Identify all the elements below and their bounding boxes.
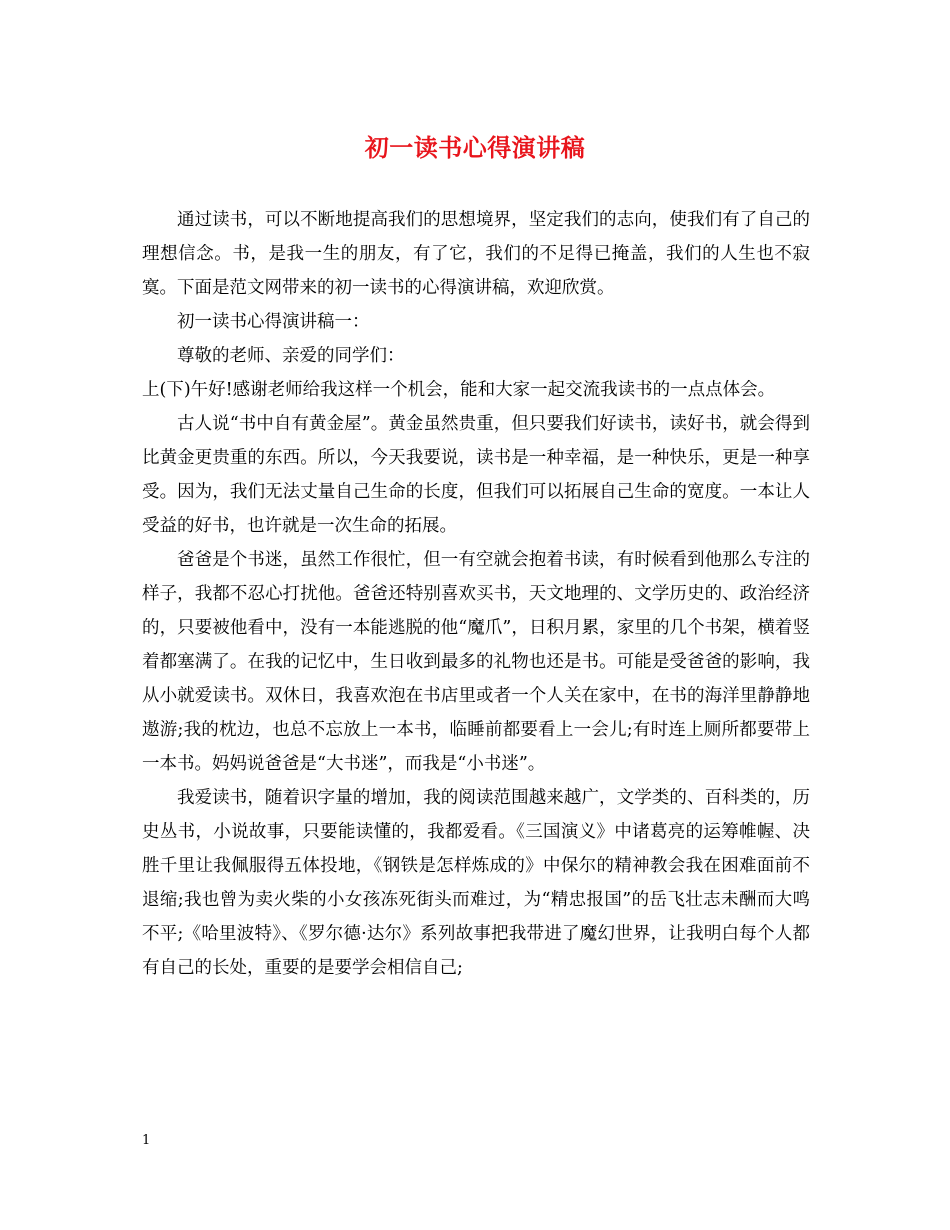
document-body (142, 203, 810, 985)
paragraph-gold-house: 古人说“书中自有黄金屋”。黄金虽然贵重，但只要我们好读书，读好书，就会得到比黄金更贵重的东西。所以，今天我要说，读书是一种幸福，是一种快乐，更是一种享受。因为，我们无法丈量自己生命的长度，但我们可以拓展自己生命的宽度。一本让人受益的好书，也许就是一次生命的拓展。 (142, 414, 810, 536)
paragraph-intro: 通过读书，可以不断地提高我们的思想境界，坚定我们的志向，使我们有了自己的理想信念。书，是我一生的朋友，有了它，我们的不足得已掩盖，我们的人生也不寂寞。下面是范文网带来的初一读书的心得演讲稿，欢迎欣赏。 (142, 210, 810, 298)
document-title: 初一读书心得演讲稿 (364, 133, 586, 162)
paragraph-father-bookworm: 爸爸是个书迷，虽然工作很忙，但一有空就会抱着书读，有时候看到他那么专注的样子，我都不忍心打扰他。爸爸还特别喜欢买书，天文地理的、文学历史的、政治经济的，只要被他看中，没有一本能逃脱的他“魔爪”，日积月累，家里的几个书架，横着竖着都塞满了。在我的记忆中，生日收到最多的礼物也还是书。可能是受爸爸的影响，我从小就爱读书。双休日，我喜欢泡在书店里或者一个人关在家中，在书的海洋里静静地遨游;我的枕边，也总不忘放上一本书，临睡前都要看上一会儿;有时连上厕所都要带上一本书。妈妈说爸爸是“大书迷”，而我是“小书迷”。 (142, 550, 810, 774)
paragraph-section-heading: 初一读书心得演讲稿一： (177, 312, 370, 332)
paragraph-greeting: 上(下)午好!感谢老师给我这样一个机会，能和大家一起交流我读书的一点点体会。 (142, 380, 776, 400)
paragraph-love-reading: 我爱读书，随着识字量的增加，我的阅读范围越来越广，文学类的、百科类的，历史丛书，小说故事，只要能读懂的，我都爱看。《三国演义》中诸葛亮的运筹帷幄、决胜千里让我佩服得五体投地，《钢铁是怎样炼成的》中保尔的精神教会我在困难面前不退缩;我也曾为卖火柴的小女孩冻死街头而难过，为“精忠报国”的岳飞壮志未酬而大鸣不平;《哈里波特》、《罗尔德·达尔》系列故事把我带进了魔幻世界，让我明白每个人都有自己的长处，重要的是要学会相信自己; (142, 788, 810, 978)
page-number: 1 (142, 1133, 151, 1148)
paragraph-salutation: 尊敬的老师、亲爱的同学们： (177, 346, 405, 366)
